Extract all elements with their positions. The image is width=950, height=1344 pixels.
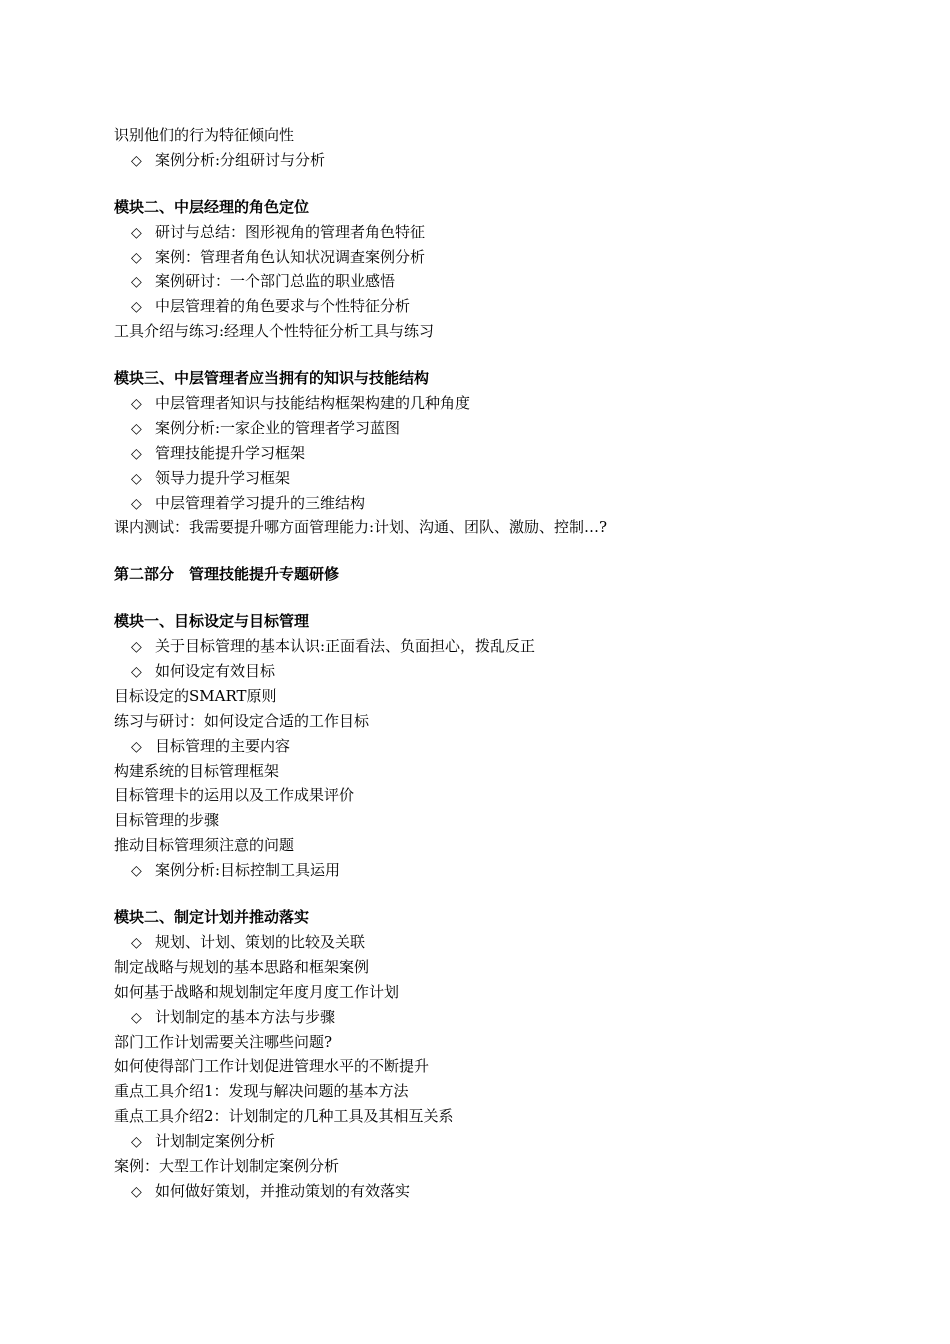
- bullet-text: 案例研讨：一个部门总监的职业感悟: [155, 272, 396, 291]
- diamond-bullet-icon: ◇: [131, 274, 142, 291]
- body-line: 部门工作计划需要关注哪些问题?: [114, 1032, 333, 1051]
- diamond-bullet-icon: ◇: [131, 495, 142, 512]
- bullet-text: 计划制定案例分析: [155, 1132, 276, 1151]
- bullet-item: [114, 294, 894, 319]
- body-line: 识别他们的行为特征倾向性: [114, 126, 295, 144]
- bullet-item: [114, 491, 894, 516]
- diamond-bullet-icon: ◇: [131, 299, 142, 316]
- body-line: 课内测试：我需要提升哪方面管理能力:计划、沟通、团队、激励、控制…?: [114, 518, 608, 537]
- bullet-item: [114, 269, 894, 294]
- bullet-item: [114, 634, 894, 659]
- diamond-bullet-icon: ◇: [131, 249, 142, 266]
- diamond-bullet-icon: ◇: [131, 470, 142, 487]
- diamond-bullet-icon: ◇: [131, 863, 142, 880]
- bullet-item: [114, 1129, 894, 1154]
- diamond-bullet-icon: ◇: [131, 420, 142, 437]
- bullet-item: [114, 1179, 894, 1204]
- diamond-bullet-icon: ◇: [131, 1183, 142, 1200]
- body-line: 推动目标管理须注意的问题: [114, 836, 295, 855]
- section-heading: 模块二、中层经理的角色定位: [114, 197, 310, 216]
- section-heading: 第二部分 管理技能提升专题研修: [114, 565, 340, 584]
- bullet-text: 如何做好策划，并推动策划的有效落实: [155, 1181, 411, 1200]
- bullet-item: [114, 1005, 894, 1030]
- body-line: 目标设定的SMART原则: [114, 686, 277, 705]
- diamond-bullet-icon: ◇: [131, 445, 142, 462]
- diamond-bullet-icon: ◇: [131, 152, 142, 169]
- bullet-text: 如何设定有效目标: [155, 662, 276, 681]
- body-line: 练习与研讨：如何设定合适的工作目标: [114, 711, 370, 730]
- paragraph-gap: [114, 883, 894, 905]
- bullet-item: [114, 245, 894, 270]
- bullet-item: [114, 416, 894, 441]
- diamond-bullet-icon: ◇: [131, 396, 142, 413]
- body-line: 目标管理卡的运用以及工作成果评价: [114, 786, 355, 805]
- bullet-text: 规划、计划、策划的比较及关联: [155, 932, 366, 951]
- bullet-item: [114, 220, 894, 245]
- bullet-text: 案例分析:分组研讨与分析: [155, 150, 326, 169]
- document-page: [114, 123, 894, 1204]
- bullet-text: 中层管理者知识与技能结构框架构建的几种角度: [155, 394, 471, 413]
- diamond-bullet-icon: ◇: [131, 1009, 142, 1026]
- bullet-item: [114, 148, 894, 173]
- bullet-text: 计划制定的基本方法与步骤: [155, 1007, 336, 1026]
- paragraph-gap: [114, 587, 894, 609]
- body-line: 如何基于战略和规划制定年度月度工作计划: [114, 982, 400, 1001]
- diamond-bullet-icon: ◇: [131, 934, 142, 951]
- section-heading: 模块一、目标设定与目标管理: [114, 612, 310, 631]
- diamond-bullet-icon: ◇: [131, 664, 142, 681]
- section-heading: 模块三、中层管理者应当拥有的知识与技能结构: [114, 369, 430, 388]
- paragraph-gap: [114, 173, 894, 195]
- body-line: 如何使得部门工作计划促进管理水平的不断提升: [114, 1057, 430, 1076]
- bullet-item: [114, 858, 894, 883]
- bullet-text: 研讨与总结：图形视角的管理者角色特征: [155, 222, 426, 241]
- bullet-text: 目标管理的主要内容: [155, 736, 291, 755]
- diamond-bullet-icon: ◇: [131, 639, 142, 656]
- diamond-bullet-icon: ◇: [131, 224, 142, 241]
- bullet-text: 领导力提升学习框架: [155, 468, 291, 487]
- bullet-text: 中层管理着的角色要求与个性特征分析: [155, 297, 411, 316]
- bullet-item: [114, 466, 894, 491]
- bullet-item: [114, 441, 894, 466]
- bullet-item: [114, 930, 894, 955]
- body-line: 工具介绍与练习:经理人个性特征分析工具与练习: [114, 322, 435, 341]
- body-line: 案例：大型工作计划制定案例分析: [114, 1156, 340, 1175]
- section-heading: 模块二、制定计划并推动落实: [114, 908, 310, 927]
- diamond-bullet-icon: ◇: [131, 1134, 142, 1151]
- body-line: 构建系统的目标管理框架: [114, 761, 280, 780]
- bullet-item: [114, 391, 894, 416]
- paragraph-gap: [114, 540, 894, 562]
- bullet-text: 中层管理着学习提升的三维结构: [155, 493, 366, 512]
- paragraph-gap: [114, 344, 894, 366]
- body-line: 制定战略与规划的基本思路和框架案例: [114, 957, 370, 976]
- body-line: 重点工具介绍2：计划制定的几种工具及其相互关系: [114, 1107, 454, 1126]
- body-line: 目标管理的步骤: [114, 811, 220, 830]
- bullet-text: 管理技能提升学习框架: [155, 443, 306, 462]
- bullet-item: [114, 659, 894, 684]
- body-line: 重点工具介绍1：发现与解决问题的基本方法: [114, 1082, 409, 1101]
- bullet-text: 案例分析:一家企业的管理者学习蓝图: [155, 418, 401, 437]
- bullet-item: [114, 734, 894, 759]
- bullet-text: 关于目标管理的基本认识:正面看法、负面担心，拨乱反正: [155, 637, 536, 656]
- bullet-text: 案例：管理者角色认知状况调查案例分析: [155, 247, 426, 266]
- diamond-bullet-icon: ◇: [131, 738, 142, 755]
- bullet-text: 案例分析:目标控制工具运用: [155, 861, 341, 880]
